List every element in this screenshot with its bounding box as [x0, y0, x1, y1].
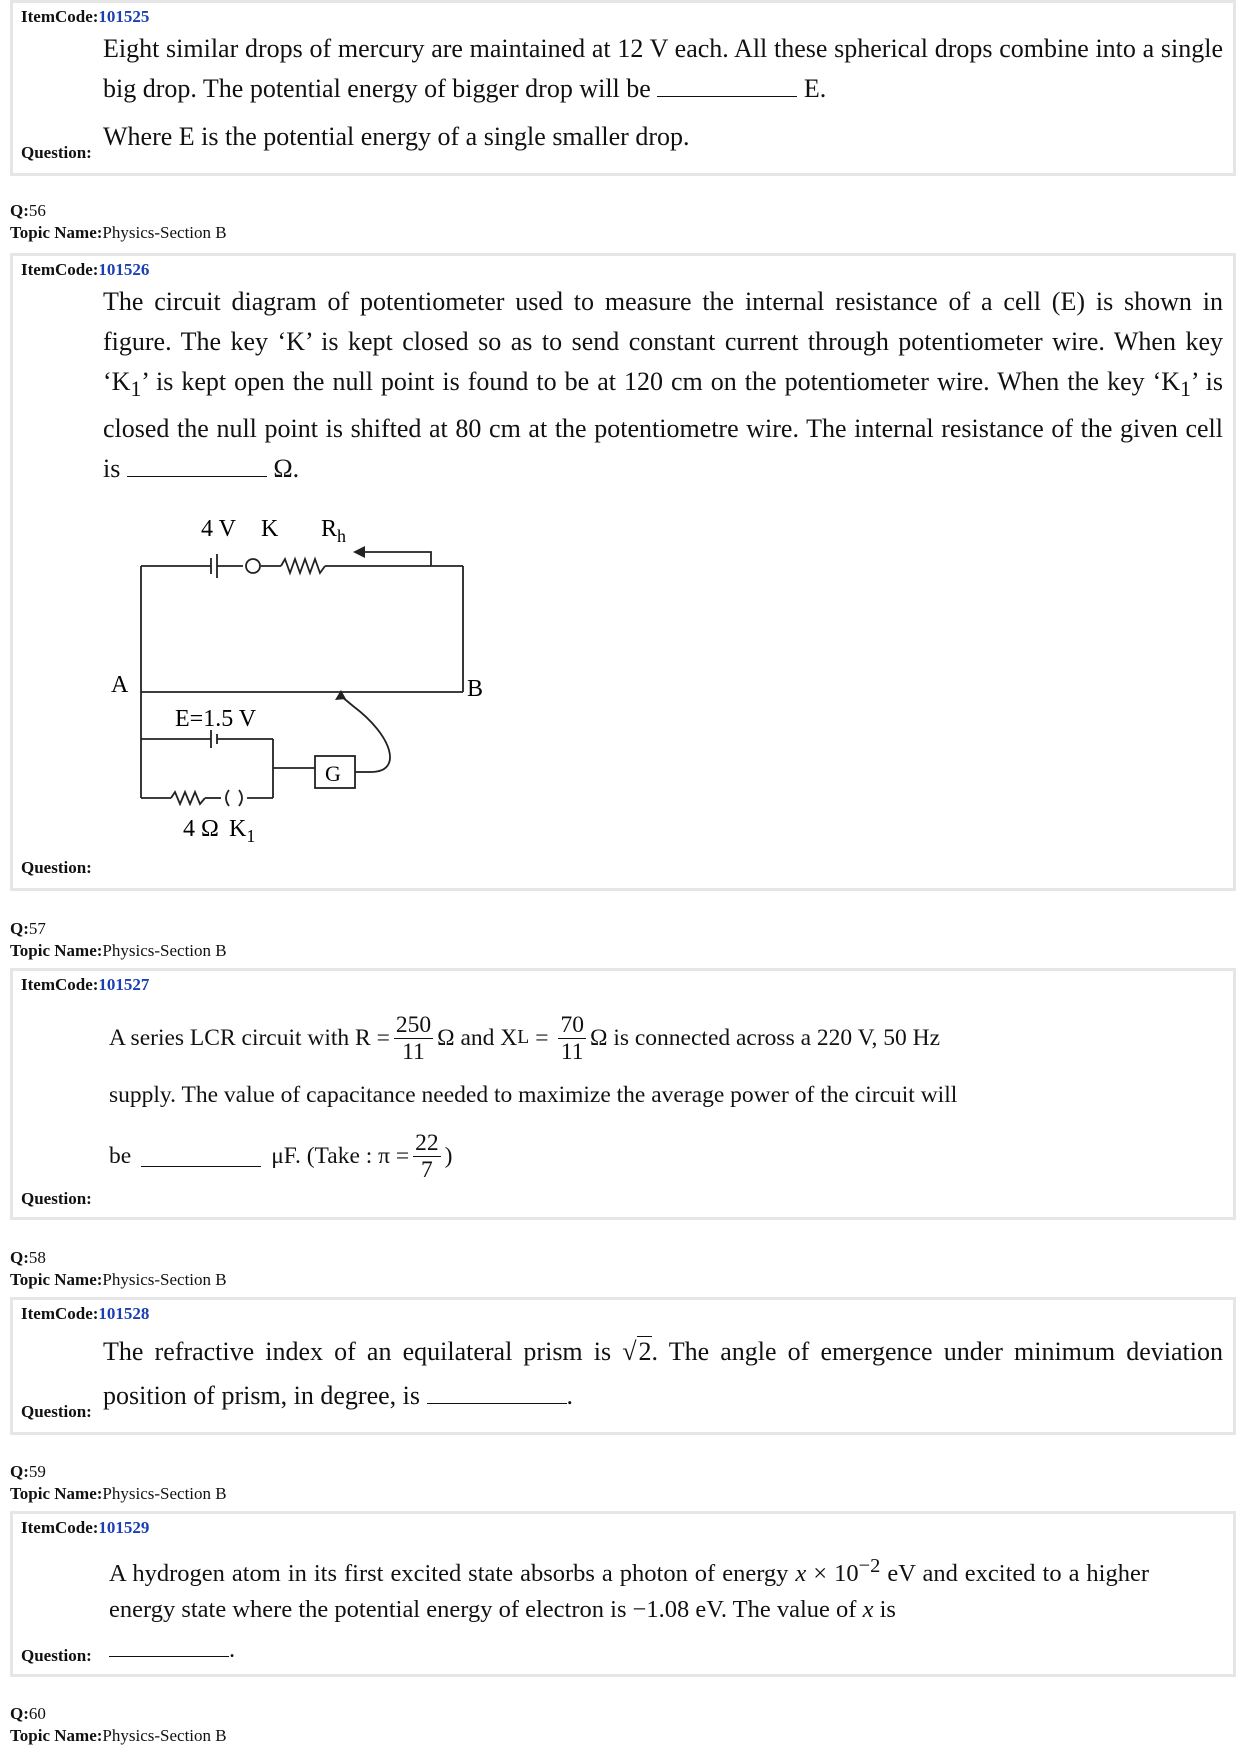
- item-code: ItemCode:101526: [21, 260, 150, 279]
- question-text: A hydrogen atom in its first excited state absorbs a photon of energy $x \times 10^{-2}$ eV and excited to a higher energy state where the potential energy of electron is −1.08 eV. The value of x is .: [109, 1555, 1150, 1664]
- question-meta-57: Q:57 Topic Name:Physics-Section B: [10, 919, 227, 960]
- answer-blank: [141, 1145, 261, 1167]
- answer-blank: [127, 455, 267, 477]
- potentiometer-circuit-diagram: [103, 496, 523, 886]
- question-text: Eight similar drops of mercury are maintained at 12 V each. All these spherical drops combine into a single big drop. The potential energy of bigger drop will be E. Where E is the potential energy of a single smaller drop.: [103, 34, 1223, 151]
- svg-text:B: B: [467, 676, 484, 702]
- item-code: ItemCode:101527: [21, 975, 150, 994]
- item-code: ItemCode:101528: [21, 1304, 150, 1323]
- answer-blank: [109, 1635, 229, 1657]
- svg-text:K: K: [261, 516, 279, 542]
- question-text: The refractive index of an equilateral prism is √2. The angle of emergence under minimum deviation position of prism, in degree, is .: [103, 1337, 1224, 1410]
- question-meta-56: Q:56 Topic Name:Physics-Section B: [10, 201, 227, 242]
- question-card-101525: [10, 0, 1236, 176]
- question-card-101529: [10, 1511, 1236, 1677]
- svg-text:A: A: [111, 672, 129, 698]
- question-card-101527: [10, 968, 1236, 1220]
- item-code: ItemCode:101529: [21, 1518, 150, 1537]
- question-meta-58: Q:58 Topic Name:Physics-Section B: [10, 1248, 227, 1289]
- question-label: Question:: [21, 1402, 92, 1421]
- svg-text:4 Ω: 4 Ω: [183, 816, 219, 842]
- svg-text:E=1.5 V: E=1.5 V: [175, 706, 257, 732]
- question-label: Question:: [21, 143, 92, 162]
- answer-blank: [657, 75, 797, 97]
- item-code: ItemCode:101525: [21, 7, 150, 26]
- svg-text:4 V: 4 V: [201, 516, 236, 542]
- question-label: Question:: [21, 858, 92, 877]
- question-text: A series LCR circuit with R = $\frac{250}{11}$ Ω and X L = $\frac{70}{11}$ Ω is connected across a 220 V, 50 Hz supply. The value of capacitance needed to maximize the average power of the circuit will be μF. (Take : π = $\frac{22}{7}$ ): [109, 1011, 958, 1183]
- question-text: The circuit diagram of potentiometer used to measure the internal resistance of a cell (E) is shown in figure. The key ‘K’ is kept closed so as to send constant current through potentiometer wire. When key ‘$K_1$’ is kept open the null point is found to be at 120 cm on the potentiometer wire. When the key ‘$K_1$’ is closed the null point is shifted at 80 cm at the potentiometre wire. The internal resistance of the given cell is Ω.: [103, 287, 1224, 484]
- question-label: Question:: [21, 1646, 92, 1665]
- svg-text:Rh: $R_h$: [321, 516, 347, 546]
- question-card-101526: [10, 253, 1236, 891]
- question-label: Question:: [21, 1189, 92, 1208]
- answer-blank: [427, 1382, 567, 1404]
- question-meta-59: Q:59 Topic Name:Physics-Section B: [10, 1462, 227, 1503]
- svg-text:K1: $K_1$: [229, 816, 256, 846]
- question-meta-60: Q:60 Topic Name:Physics-Section B: [10, 1704, 227, 1745]
- question-card-101528: [10, 1297, 1236, 1435]
- svg-text:G: G: [325, 761, 341, 786]
